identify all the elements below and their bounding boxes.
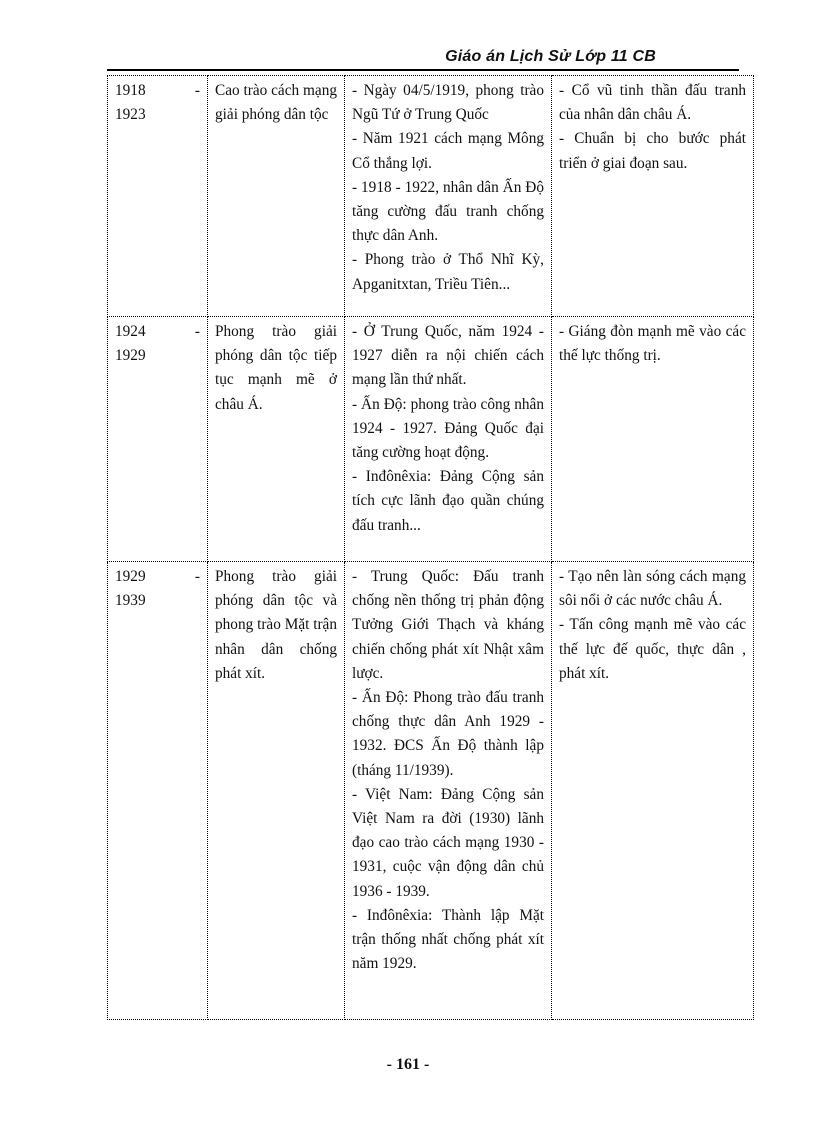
event-item: - Inđônêxia: Đảng Cộng sản tích cực lãnh đạo quần chúng đấu tranh... [352, 468, 544, 534]
result-item: - Tấn công mạnh mẽ vào các thế lực đế quốc, thực dân , phát xít. [559, 616, 746, 682]
event-item: - Inđônêxia: Thành lập Mặt trận thống nhất chống phát xít năm 1929. [352, 906, 544, 973]
table-row [108, 562, 754, 1020]
stage-text: Phong trào giải phóng dân tộc và phong trào Mặt trận nhân dân chống phát xít. [215, 568, 337, 682]
event-item: - Năm 1921 cách mạng Mông Cổ thắng lợi. [352, 130, 544, 172]
period-dash: - [194, 82, 200, 99]
result-item: - Chuẩn bị cho bước phát triển ở giai đoạn sau. [559, 130, 746, 172]
event-item: - Trung Quốc: Đấu tranh chống nền thống trị phản động Tưởng Giới Thạch và kháng chiến chống phát xít Nhật xâm lược. [352, 568, 544, 682]
stage-text: Phong trào giải phóng dân tộc tiếp tục mạnh mẽ ở châu Á. [215, 323, 337, 413]
results-cell [552, 76, 754, 317]
stage-cell [208, 562, 345, 1020]
period-dash: - [194, 323, 200, 340]
event-item: - Việt Nam: Đảng Cộng sản Việt Nam ra đời (1930) lãnh đạo cao trào cách mạng 1930 - 1931, cuộc vận động dân chủ 1936 - 1939. [352, 785, 544, 900]
event-item: - Ở Trung Quốc, năm 1924 - 1927 diễn ra nội chiến cách mạng lần thứ nhất. [352, 323, 544, 389]
events-cell [345, 562, 552, 1020]
period-cell [108, 317, 208, 562]
header-rule [107, 69, 739, 71]
events-cell [345, 317, 552, 562]
table-row [108, 76, 754, 317]
period-dash: - [194, 568, 200, 585]
results-cell [552, 562, 754, 1020]
page-number: - 161 - [386, 1056, 430, 1073]
stage-text: Cao trào cách mạng giải phóng dân tộc [215, 82, 337, 124]
stage-cell [208, 76, 345, 317]
event-item: - 1918 - 1922, nhân dân Ấn Độ tăng cường đấu tranh chống thực dân Anh. [352, 178, 544, 245]
period-end: 1939 [115, 592, 146, 610]
event-item: - Ấn Độ: phong trào công nhân 1924 - 1927. Đảng Quốc đại tăng cường hoạt động. [352, 395, 544, 462]
period-end: 1929 [115, 347, 146, 365]
period-cell [108, 562, 208, 1020]
event-item: - Ấn Độ: Phong trào đấu tranh chống thực dân Anh 1929 - 1932. ĐCS Ấn Độ thành lập (tháng 11/1939). [352, 689, 544, 779]
event-item: - Ngày 04/5/1919, phong trào Ngũ Tứ ở Trung Quốc [352, 82, 544, 124]
period-start: 1918 [115, 82, 146, 99]
table-row [108, 317, 754, 562]
period-start: 1929 [115, 568, 146, 585]
result-item: - Giáng đòn mạnh mẽ vào các thế lực thống trị. [559, 323, 746, 365]
stage-cell [208, 317, 345, 562]
document-header-title: Giáo án Lịch Sử Lớp 11 CB [445, 48, 656, 65]
period-start: 1924 [115, 323, 146, 340]
result-item: - Cổ vũ tinh thần đấu tranh của nhân dân châu Á. [559, 82, 746, 124]
event-item: - Phong trào ở Thổ Nhĩ Kỳ, Apganitxtan, Triều Tiên... [352, 251, 544, 293]
results-cell [552, 317, 754, 562]
events-cell [345, 76, 552, 317]
period-end: 1923 [115, 106, 146, 124]
result-item: - Tạo nên làn sóng cách mạng sôi nổi ở các nước châu Á. [559, 568, 746, 610]
period-cell [108, 76, 208, 317]
history-table [107, 75, 754, 1020]
